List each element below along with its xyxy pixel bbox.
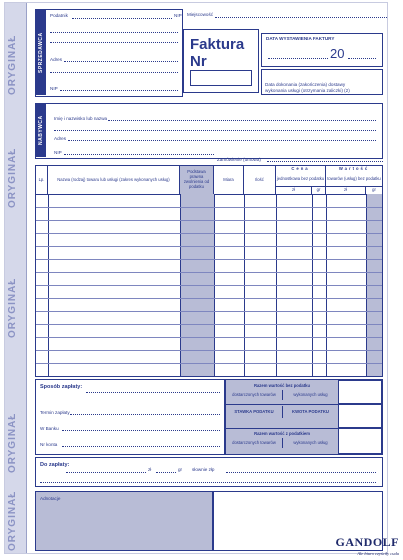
payment-term-label: Termin zapłaty [40,410,70,415]
summary-services-label: wykonanych usług [282,438,338,448]
summary-gross-label: Razem wartość z podatkiem [254,430,310,436]
seller-line[interactable] [50,72,178,73]
miejscowosc-label: Miejscowość [187,12,214,17]
seller-nip-label: NIP [174,13,182,18]
summary-rate-label: STAWKA PODATKU [234,408,274,414]
amount-gr-field[interactable] [156,472,176,473]
payment-account-label: Nr konta [40,442,58,447]
watermark-text: ORYGINAŁ [7,412,18,473]
table-row[interactable] [36,350,382,351]
col-wartosc: Wartość [338,165,370,171]
payment-box [35,379,225,455]
payment-account-field[interactable] [62,446,220,447]
table-row[interactable] [36,298,382,299]
issue-date-box [261,33,383,67]
watermark-band [5,3,27,553]
payment-method-field[interactable] [86,392,220,393]
summary-net-label: Razem wartość bez podatku [253,382,311,388]
table-row[interactable] [36,311,382,312]
col-miara: Miara [214,166,244,194]
table-row[interactable] [36,207,382,208]
table-row[interactable] [36,259,382,260]
buyer-box [35,103,383,159]
col-nazwa: Nazwa (rodzaj) towaru lub usługi (zakres wykonanych usług) [48,166,180,194]
seller-line[interactable] [50,32,178,33]
col-cena-zl: zł [276,186,312,194]
gandolf-logo [336,533,400,556]
logo-tagline: Ale biuro czyściły cuda [357,551,399,556]
invoice-title: Faktura Nr [190,36,245,70]
summary-tax-field[interactable] [338,404,382,428]
col-wartosc-sub: towarów (usług) bez podatku [327,175,381,181]
table-row[interactable] [36,285,382,286]
summary-services-label: wykonanych usług [282,390,338,400]
invoice-number-box [183,29,259,93]
watermark-text: ORYGINAŁ [7,490,18,551]
order-label: Zamówienie (umowa) [217,157,261,162]
table-row[interactable] [36,272,382,273]
summary-net-field[interactable] [338,380,382,404]
seller-nip-label-2: NIP [50,86,58,91]
amount-zl-field[interactable] [66,472,146,473]
seller-line[interactable] [50,42,178,43]
table-row[interactable] [36,220,382,221]
table-row[interactable] [36,363,382,364]
buyer-adres-label: Adres [54,136,67,141]
table-row[interactable] [36,233,382,234]
col-wartosc-zl: zł [326,186,366,194]
invoice-sheet [4,2,388,554]
issue-date-field[interactable] [268,58,328,59]
seller-label: SPRZEDAWCA [36,10,46,95]
miejscowosc-field[interactable] [215,17,387,18]
order-field[interactable] [267,161,383,162]
summary-tax-label: KWOTA PODATKU [282,406,338,418]
col-podstawa: Podstawa prawna zwolnienia od podatku [180,166,214,194]
buyer-nip-label: NIP [54,150,62,155]
issue-year-field[interactable] [348,58,376,59]
amount-words-field[interactable] [226,472,376,473]
seller-nip-field[interactable] [60,90,178,91]
items-table [35,165,383,377]
buyer-adres-field[interactable] [68,140,376,141]
table-row[interactable] [36,324,382,325]
seller-adres-label: Adres [50,57,63,62]
seller-podatnik-field[interactable] [72,18,172,19]
buyer-label: NABYWCA [36,104,46,157]
buyer-nip-field[interactable] [64,154,214,155]
payment-term-field[interactable] [70,414,220,415]
issue-date-label: DATA WYSTAWIENIA FAKTURY [266,36,335,41]
seller-podatnik-label: Podatnik [50,13,68,18]
seller-adres-field[interactable] [64,61,178,62]
col-cena-gr: gr [312,186,326,194]
invoice-number-field[interactable] [190,70,252,86]
col-wartosc-gr: gr [366,186,382,194]
col-cena-sub: jednostkowa bez podatku [276,172,326,186]
payment-method-label: Sposób zapłaty: [40,384,83,390]
buyer-name-label: Imię i nazwisko lub nazwa [54,116,108,121]
summary-goods-label: dostarczonych towarów [232,439,276,445]
table-row[interactable] [36,337,382,338]
amount-zl-label: zł [148,467,152,472]
summary-gross-field[interactable] [338,428,382,454]
amount-gr-label: gr [178,467,183,472]
watermark-text: ORYGINAŁ [7,34,18,95]
table-row[interactable] [36,246,382,247]
notes-label: Adnotacje [40,496,61,501]
col-lp: Lp. [36,166,48,194]
notes-box [35,491,213,551]
payment-bank-label: W Banku [40,426,59,431]
summary-box [225,379,383,455]
logo-name: GANDOLF [335,535,399,549]
payment-bank-field[interactable] [62,430,220,431]
watermark-text: ORYGINAŁ [7,147,18,208]
amount-words-line[interactable] [40,482,376,483]
delivery-date-box [261,69,383,95]
delivery-date-label: Data dokonania (zakończenia) dostawy wykonania usługi (otrzymania zaliczki) (2) [265,82,350,93]
buyer-line[interactable] [54,130,376,131]
seller-box [35,9,183,97]
issue-year: 20 [330,46,345,61]
summary-goods-label: dostarczonych towarów [232,391,276,397]
buyer-name-field[interactable] [108,120,376,121]
amount-words-label: słownie złp [192,467,215,472]
amount-due-label: Do zapłaty: [40,462,70,468]
watermark-text: ORYGINAŁ [7,277,18,338]
amount-due-box [35,457,383,487]
col-ilosc: Ilość [244,166,276,194]
col-cena: Cena [276,166,326,172]
